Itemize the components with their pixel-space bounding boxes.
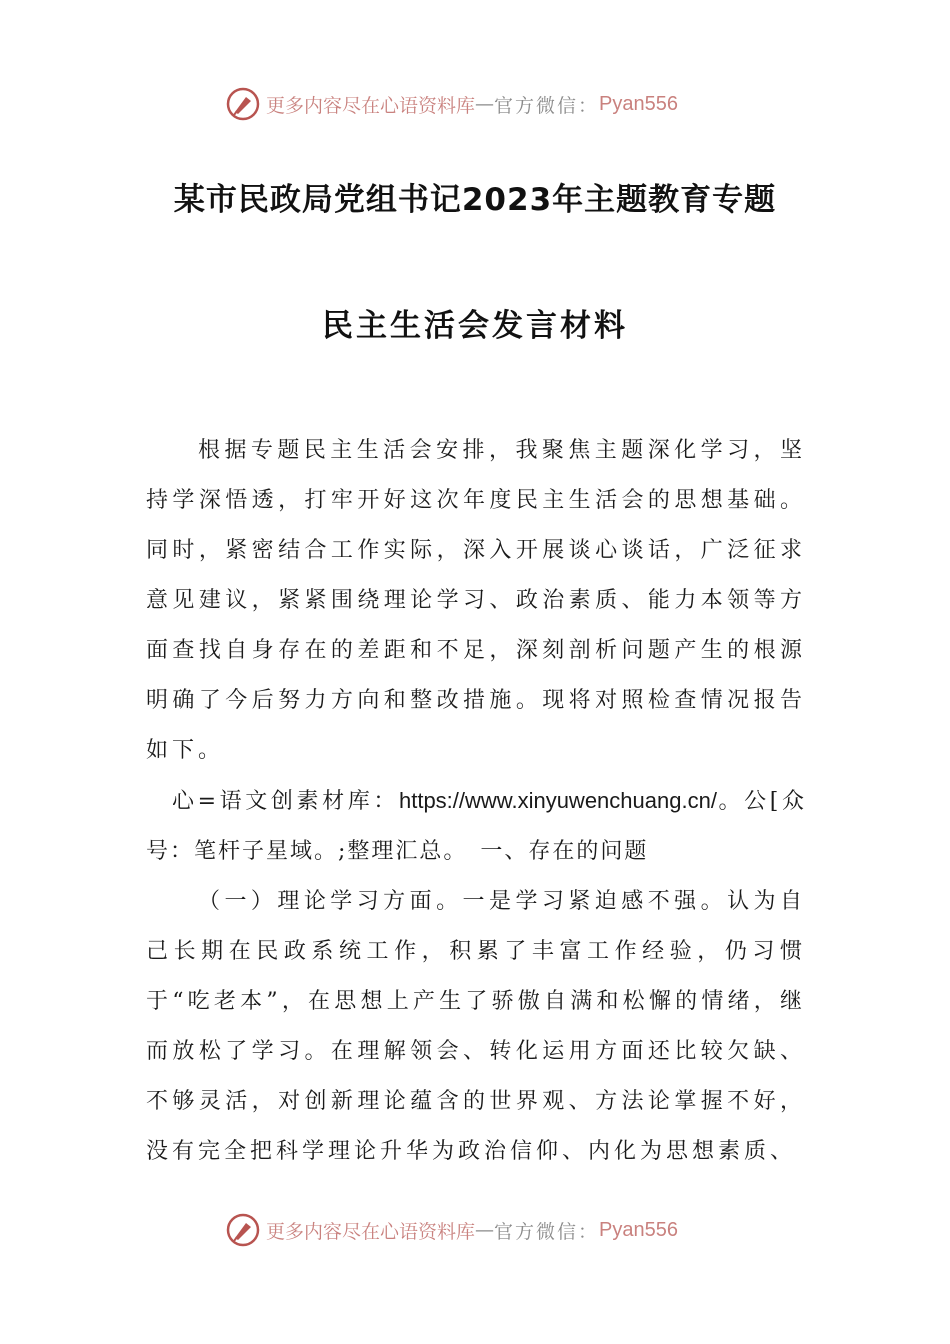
banner-separator: — [475, 1219, 495, 1241]
banner-wechat-label: 官方微信： [494, 94, 600, 117]
pen-nib-logo-icon [226, 87, 260, 121]
document-title-line-1: 某市民政局党组书记2023年主题教育专题 [173, 182, 777, 218]
document-title-line-2: 民主生活会发言材料 [322, 308, 628, 344]
banner-brand-text: 更多内容尽在心语资料库 [266, 1220, 476, 1243]
footer-watermark-banner [226, 1210, 678, 1250]
banner-wechat-id: Pyan556 [599, 1218, 678, 1241]
banner-wechat-label: 官方微信： [494, 1220, 600, 1243]
banner-brand-text: 更多内容尽在心语资料库 [266, 94, 476, 117]
source-note-url[interactable]: https://www.xinyuwenchuang.cn/ [398, 788, 717, 813]
header-watermark-banner [226, 84, 678, 124]
body-paragraph-intro: 根据专题民主生活会安排，我聚焦主题深化学习，坚持学深悟透，打牢开好这次年度民主生活会的思想基础。同时，紧密结合工作实际，深入开展谈心谈话，广泛征求意见建议，紧紧围绕理论学习、政治素质、能力本领等方面查找自身存在的差距和不足，深刻剖析问题产生的根源明确了今后努力方向和整改措施。现将对照检查情况报告如下。 [146, 438, 806, 763]
document-body [146, 426, 806, 1177]
pen-nib-logo-icon [226, 1213, 260, 1247]
source-note-suffix: 。公[众号：笔杆子星域。;整理汇总。 一、存在的问题 [146, 789, 806, 864]
body-source-note [146, 776, 806, 877]
source-note-prefix: 心=语文创素材库： [172, 789, 399, 814]
banner-separator: — [475, 93, 495, 115]
banner-wechat-id: Pyan556 [599, 92, 678, 115]
body-paragraph-theory-study: （一）理论学习方面。一是学习紧迫感不强。认为自己长期在民政系统工作，积累了丰富工作经验，仍习惯于“吃老本”，在思想上产生了骄傲自满和松懈的情绪，继而放松了学习。在理解领会、转化运用方面还比较欠缺、不够灵活，对创新理论蕴含的世界观、方法论掌握不好，没有完全把科学理论升华为政治信仰、内化为思想素质、 [146, 889, 806, 1164]
